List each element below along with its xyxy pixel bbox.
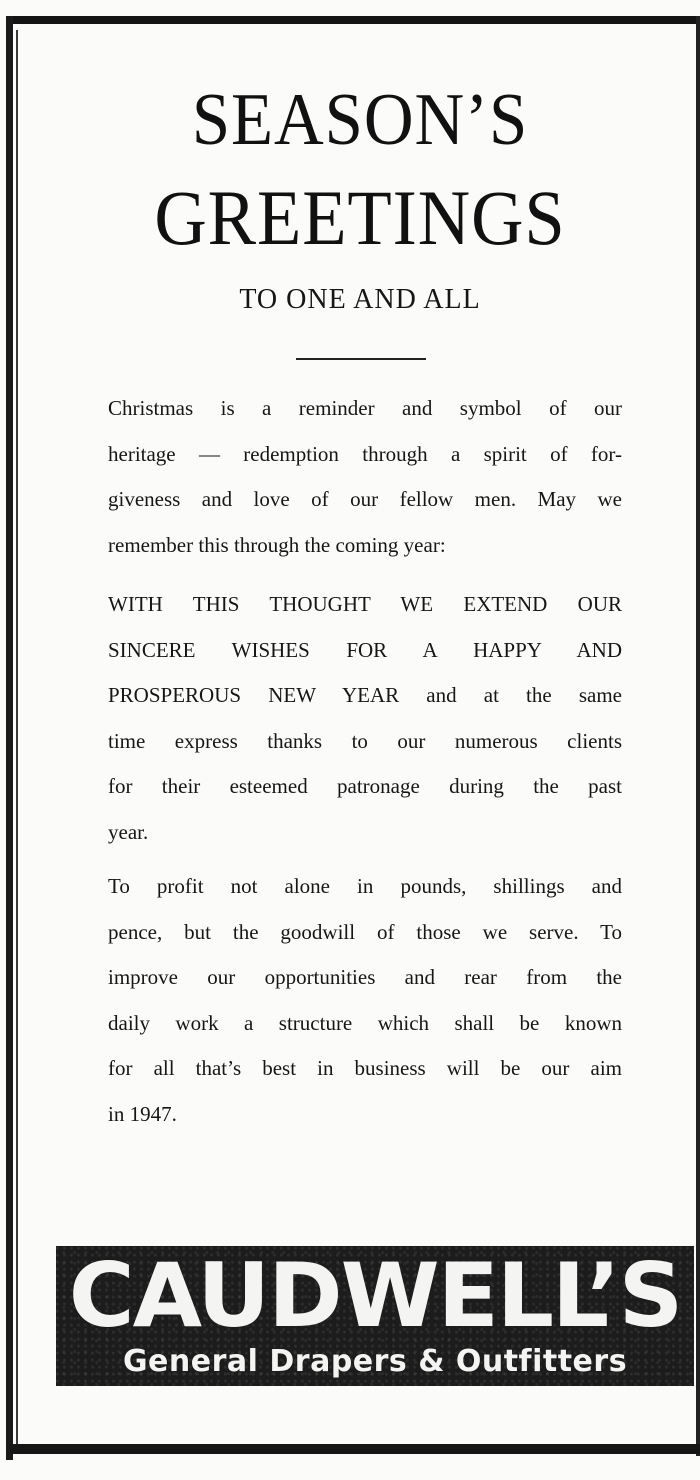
paragraph-line: year. (108, 819, 149, 844)
border-left (6, 16, 13, 1460)
paragraph-line: for all that’s best in business will be our aim (108, 1056, 622, 1080)
paragraph-line: WITH THIS THOUGHT WE EXTEND OUR (108, 592, 622, 616)
border-top (10, 16, 700, 24)
divider-rule (296, 358, 426, 360)
caudwells-logo-banner (56, 1246, 694, 1386)
paragraph-line: improve our opportunities and rear from the (108, 965, 622, 989)
paragraph-line: SINCERE WISHES FOR A HAPPY AND (108, 637, 622, 662)
logo-tagline: General Drapers & Outfitters (122, 1344, 628, 1379)
paragraph-line: PROSPEROUS NEW YEAR and at the same (108, 683, 622, 707)
paragraph-line: pence, but the goodwill of those we serve. To (108, 919, 622, 944)
paragraph-line: To profit not alone in pounds, shillings and (108, 874, 622, 898)
paragraph-christmas (108, 386, 622, 568)
logo-name: CAUDWELL’S (68, 1246, 682, 1347)
paragraph-line: Christmas is a reminder and symbol of our (108, 396, 622, 420)
paragraph-line: for their esteemed patronage during the past (108, 774, 622, 798)
paragraph-line: daily work a structure which shall be known (108, 1010, 622, 1035)
paragraph-line: giveness and love of our fellow men. May we (108, 487, 622, 511)
paragraph-line: in 1947. (108, 1101, 177, 1126)
paragraph-wishes (108, 582, 622, 855)
border-right (696, 16, 700, 1456)
headline-greetings: GREETINGS (154, 174, 566, 261)
headline-seasons: SEASON’S (191, 79, 529, 161)
paragraph-aim (108, 864, 622, 1137)
subheading: TO ONE AND ALL (239, 284, 481, 315)
paragraph-line: remember this through the coming year: (108, 532, 446, 557)
paragraph-line: heritage — redemption through a spirit of for- (108, 441, 622, 466)
border-bottom (10, 1444, 700, 1454)
paragraph-line: time express thanks to our numerous clients (108, 728, 622, 753)
border-left-inner (16, 30, 18, 1454)
